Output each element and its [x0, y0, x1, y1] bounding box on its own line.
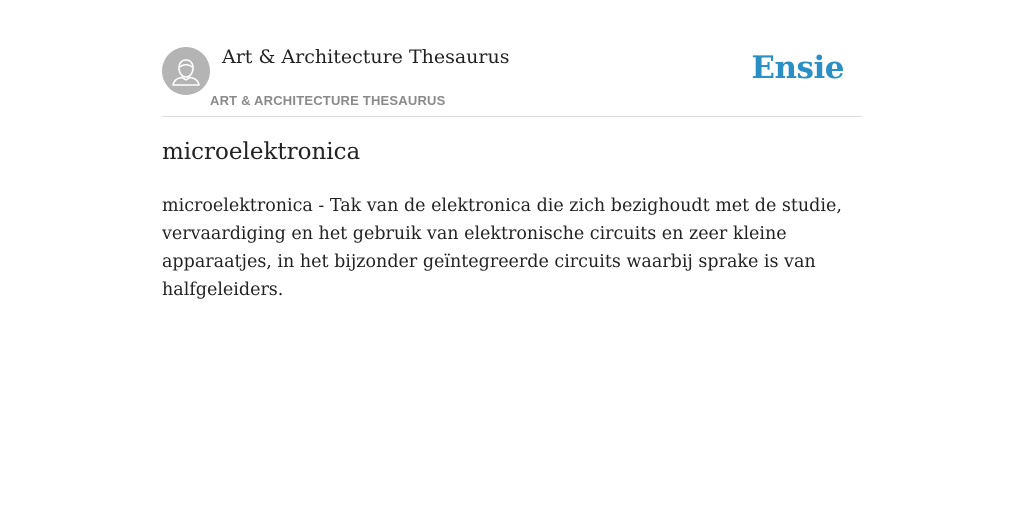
user-icon [162, 47, 210, 95]
avatar[interactable] [162, 47, 210, 95]
header [162, 0, 862, 117]
source-link[interactable]: ART & ARCHITECTURE THESAURUS [210, 93, 446, 108]
definition-text: microelektronica - Tak van de elektronica die zich bezighoudt met de studie, vervaardiging en het gebruik van elektronische circuits en zeer kleine apparaatjes, in het bijzonder geïntegreerde circuits waarbij sprake is van halfgeleiders. [162, 196, 842, 300]
ensie-logo[interactable]: Ensie [751, 50, 844, 86]
author-name[interactable]: Art & Architecture Thesaurus [222, 46, 510, 68]
page-title: microelektronica [162, 139, 361, 165]
